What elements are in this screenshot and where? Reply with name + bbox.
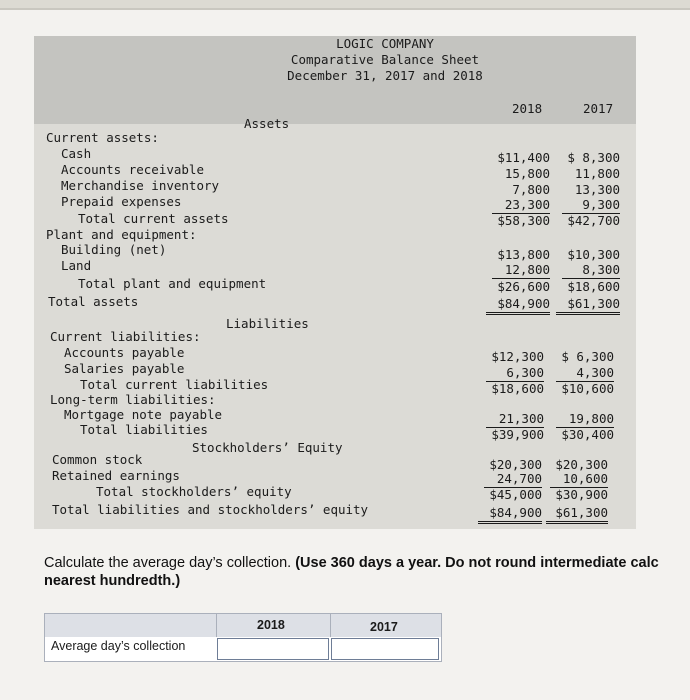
total-equity-2018: $45,000 bbox=[489, 487, 542, 502]
sheet-title: Comparative Balance Sheet bbox=[290, 52, 480, 67]
total-equity-2017: $30,900 bbox=[555, 487, 608, 502]
total-current-assets-label: Total current assets bbox=[78, 211, 229, 226]
total-le-2018: $84,900 bbox=[478, 505, 542, 524]
total-liabilities-2017: $30,400 bbox=[561, 427, 614, 442]
total-equity-label: Total stockholders’ equity bbox=[96, 484, 292, 499]
total-le-2017: $61,300 bbox=[546, 505, 608, 524]
ar-2018: 15,800 bbox=[504, 166, 550, 181]
answer-row-label: Average day’s collection bbox=[51, 639, 186, 653]
ap-2017: $ 6,300 bbox=[561, 349, 614, 364]
retained-earnings-2018: 24,700 bbox=[484, 471, 542, 488]
prepaid-label: Prepaid expenses bbox=[61, 194, 182, 209]
common-stock-2017: $20,300 bbox=[555, 457, 608, 472]
col-header-2018: 2018 bbox=[512, 101, 543, 116]
current-assets-heading: Current assets: bbox=[46, 130, 159, 145]
question-instruction-cont: nearest hundredth.) bbox=[44, 573, 181, 589]
common-stock-2018: $20,300 bbox=[489, 457, 542, 472]
company-name: LOGIC COMPANY bbox=[336, 36, 434, 51]
answer-col-2018: 2018 bbox=[257, 618, 285, 632]
liabilities-heading: Liabilities bbox=[226, 316, 309, 331]
top-bar bbox=[0, 0, 690, 8]
assets-heading: Assets bbox=[244, 116, 290, 131]
sheet-date: December 31, 2017 and 2018 bbox=[287, 68, 483, 83]
salaries-label: Salaries payable bbox=[64, 361, 185, 376]
land-2017: 8,300 bbox=[562, 262, 620, 279]
prepaid-2017: 9,300 bbox=[562, 197, 620, 214]
retained-earnings-2017: 10,600 bbox=[550, 471, 608, 488]
total-liabilities-label: Total liabilities bbox=[80, 422, 208, 437]
land-2018: 12,800 bbox=[492, 262, 550, 279]
salaries-2018: 6,300 bbox=[486, 365, 544, 382]
question-text bbox=[44, 554, 690, 590]
land-label: Land bbox=[61, 258, 92, 273]
answer-input-2017[interactable] bbox=[331, 638, 439, 660]
total-liabilities-2018: $39,900 bbox=[491, 427, 544, 442]
ppe-heading: Plant and equipment: bbox=[46, 227, 197, 242]
answer-input-2018[interactable] bbox=[217, 638, 329, 660]
cash-2018: $11,400 bbox=[497, 150, 550, 165]
ar-2017: 11,800 bbox=[574, 166, 620, 181]
common-stock-label: Common stock bbox=[52, 452, 143, 467]
mortgage-2017: 19,800 bbox=[556, 411, 614, 428]
total-assets-2018: $84,900 bbox=[486, 296, 550, 315]
total-current-liabilities-2018: $18,600 bbox=[491, 381, 544, 396]
total-le-label: Total liabilities and stockholders’ equity bbox=[52, 502, 369, 517]
question-prefix: Calculate the average day’s collection. bbox=[44, 555, 296, 571]
total-ppe-2017: $18,600 bbox=[567, 279, 620, 294]
total-current-assets-2017: $42,700 bbox=[567, 213, 620, 228]
total-assets-label: Total assets bbox=[48, 294, 139, 309]
ar-label: Accounts receivable bbox=[61, 162, 204, 177]
mortgage-2018: 21,300 bbox=[486, 411, 544, 428]
total-assets-2017: $61,300 bbox=[556, 296, 620, 315]
inventory-label: Merchandise inventory bbox=[61, 178, 220, 193]
prepaid-2018: 23,300 bbox=[492, 197, 550, 214]
question-instruction: (Use 360 days a year. Do not round intermediate calc bbox=[295, 555, 659, 571]
building-label: Building (net) bbox=[61, 242, 167, 257]
total-ppe-2018: $26,600 bbox=[497, 279, 550, 294]
total-ppe-label: Total plant and equipment bbox=[78, 276, 267, 291]
retained-earnings-label: Retained earnings bbox=[52, 468, 180, 483]
mortgage-label: Mortgage note payable bbox=[64, 407, 223, 422]
total-current-assets-2018: $58,300 bbox=[497, 213, 550, 228]
total-current-liabilities-label: Total current liabilities bbox=[80, 377, 269, 392]
ap-2018: $12,300 bbox=[491, 349, 544, 364]
top-divider bbox=[0, 8, 690, 10]
total-current-liabilities-2017: $10,600 bbox=[561, 381, 614, 396]
col-header-2017: 2017 bbox=[583, 101, 614, 116]
cash-2017: $ 8,300 bbox=[567, 150, 620, 165]
salaries-2017: 4,300 bbox=[556, 365, 614, 382]
current-liabilities-heading: Current liabilities: bbox=[50, 329, 201, 344]
inventory-2017: 13,300 bbox=[574, 182, 620, 197]
inventory-2018: 7,800 bbox=[512, 182, 550, 197]
building-2018: $13,800 bbox=[497, 247, 550, 262]
building-2017: $10,300 bbox=[567, 247, 620, 262]
cash-label: Cash bbox=[61, 146, 92, 161]
equity-heading: Stockholders’ Equity bbox=[192, 440, 343, 455]
ap-label: Accounts payable bbox=[64, 345, 185, 360]
answer-col-2017: 2017 bbox=[370, 620, 398, 634]
lt-liabilities-heading: Long-term liabilities: bbox=[50, 392, 216, 407]
